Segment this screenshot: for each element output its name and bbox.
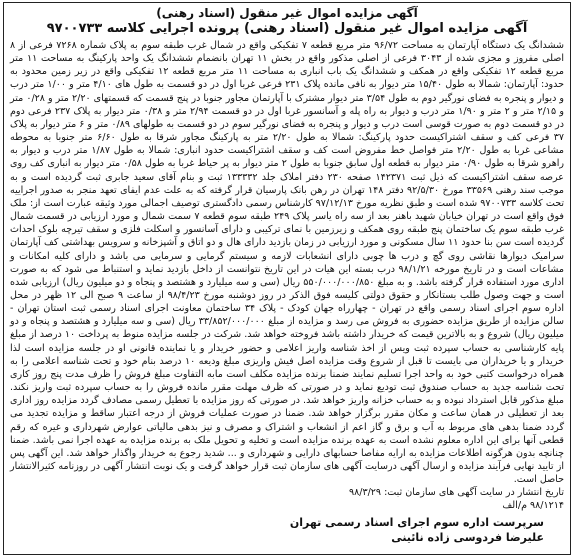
notice-subtitle: آگهی مزایده اموال غیر منقول (اسناد رهنی) پرونده اجرایی کلاسه ۹۷۰۰۷۳۳ [46, 21, 528, 36]
notice-body-text: ششدانگ یک دستگاه آپارتمان به مساحت ۹۶/۷۲ متر مربع قطعه ۷ تفکیکی واقع در شمال غرب طبقه سوم به پلاک شماره ۷۲۶۸ فرعی از ۸ اصلی مفروز و مجزی شده از ۳۰۴۳ فرعی از اصلی مذکور واقع در بخش ۱۱ تهران بانضمام ششدانگ یک واحد پارکینگ به مساحت ۱۱ متر مربع قطعه ۱۲ تفکیکی واقع در همکف و ششدانگ یک باب انباری به مساحت ۱۱ متر مربع قطعه ۱۲ تفکیکی واقع در زیر زمین محدود به حدود: آپارتمان: شمالا به طول ۱۵/۴۰ متر دیوار به نافی مانده پلاک ۲۳۱ فرعی غربا اول در دو قسمت به طول های ۴/۱۰ متر و ۱/۰۰ متر درب و دیوار و پنجره به فضای نورگیر دوم به طول ۳/۵۴ متر دیوار مشترک با آپارتمان مجاور جنوبا در پنج قسمت که قسمتهای ۲/۲۰ متر و ۰/۲۸ متر و ۲/۱۵ متر و ۲ متر و ۱/۹۰ متر درب و دیوار به راه پله و آسانسور غربا اول در دو قسمت ۲/۹۴ متر و ۰/۳۸ متر دیوار به پلاک ۲۳۷ فرعی دوم در دو قسمت دوم به صورت قوسی است درب و دیوار و پنجره به فضای نورگیر سوم در دو قسمت به طولهای ۰/۸۹ متر و ۶ متر دیوار به پلاک ۳۷ فرعی کف و سقف اشتراکیست حدود پارکینگ: شمالا به طول ۲/۲۰ متر به پارکینگ مجاور شرقا به طول ۶/۶۰ متر جنوبا به محوطه مشاعی غربا به طول ۲/۲۰ متر فواصل خط مفروض است کف و سقف اشتراکیست حدود انباری: شمالا به طول ۱/۸۷ متر درب و دیوار به راهرو شرقا به طول ۰/۹۰ متر دیوار به قطعه اول سابق جنوبا به طول ۲ متر دیوار به پر حیاط غربا به طول ۰/۵۸ متر دیوار به انباری کف روی عرصه سقف اشتراکیست که ذیل ثبت ۱۴۲۳۷۱ صفحه ۲۳۰ دفتر املاک جلد ۱۳۳۳۳۲ ثبت و بنام آقای سعید جابری ثبت گردیده است و به موجب سند رهنی ۳۳۵۶۹ مورخ ۹۲/۵/۳۰ دفتر ۱۴۸ تهران در رهن بانک پارسیان قرار گرفته که به علت عدم ایفای تعهد منجر به صدور اجراییه تحت کلاسه ۹۷۰۰۷۳۳ شده است و طبق نظریه مورخ ۹۷/۱۲/۱۳ کارشناس رسمی دادگستری توصیف اجمالی مورد وثیقه عبارت است از: ملک فوق واقع است در تهران خیابان شهید باهنر بعد از سه راه یاسر پلاک ۲۴۹ طبقه سوم قطعه ۷ سمت شمال و مورد ارزیابی در قسمت شمال غرب طبقه سوم یک ساختمان پنج طبقه روی همکف و زیرزمین با نمای ترکیبی و دارای آسانسور و اسکلت فلزی و سقف تیرچه بلوک احداث گردیده است سن بنا حدود ۱۱ سال مسکونی و مورد ارزیابی در زمان بازدید دارای هال و دو اتاق و آشپزخانه و سرویس بهداشتی کف آپارتمان سرامیک دیوارها نقاشی روی گچ و درب ها چوبی دارای انشعابات لازمه و سیستم گرمایی و سرمایی می باشد و دارای کلیه امکانات و مشاعات است و در تاریخ مورخه ۹۸/۱/۲۱ درب بسته این هیات در این تاریخ نتوانست از داخل بازدید نماید و استنباط می شود که به صورت اداری مورد استفاده قرار گرفته باشد. و به مبلغ ۵۵۰/۰۰۰/۰۰۰/۸۵۰ ریال (سی و سه میلیارد و هشتصد و پنجاه و دو میلیون ریال) ارزیابی شده است و جهت وصول طلب بستانکار و حقوق دولتی کلیسه فوق الذکر در روز دوشنبه مورخ ۹۸/۴/۲۳ از ساعت ۹ صبح الی ۱۲ ظهر در محل اداره سوم اجرای اسناد رسمی واقع در تهران - چهارراه جهان کودک - پلاک ۳۴ ساختمان معاونت اجرای اسناد رسمی ثبت استان تهران - سالن مزایده از طریق مزایده حضوری به فروش می رسد و مزایده از مبلغ ۳۳/۸۵۲/۰۰۰/۰۰۰ ریال (سی و سه میلیارد و هشتصد و پنجاه و دو میلیون ریال) شروع و به بالاترین قیمت که خریدار داشته باشد فروخته خواهد شد. شرکت در جلسه مزایده منوط به پرداخت ۱۰ درصد از مبلغ پایه کارشناسی به حساب سپرده ثبت ویس از اخذ شناسه واریز اعلامی و حضور خریدار و یا نماینده قانونی او در جلسه مزایده است لذا خریدار و یا خریداران می بایست تا قبل از شروع وقت مزایده اصل فیش واریزی مبلغ ودیعه ۱۰ درصد بنام خود و تحت شناسه اعلامی را به همراه درخواست کتبی خود به واحد اجرا تسلیم نمایند ضمنا برنده مزایده مکلف است مابه التفاوت مبلغ فروش را ظرف مدت پنج روز کاری تحت شناسه جدید به حساب صندوق ثبت تودیع نماید و در صورتی که ظرف مهلت مقرر مانده فروش را به حساب سپرده ثبت واریز نکند. مبلغ مذکور قابل استرداد نبوده و به حساب خزانه واریز خواهد شد. در صورتی که روز مزایده با تعطیل رسمی مصادف گردد مزایده روز اداری بعد از تعطیلی در همان ساعت و مکان مقرر برگزار خواهد شد. ضمنا در صورت عملیات فروش از درجه اعتبار ساقط و مزایده تجدید می گردد ضمنا بدهی های مربوط به آب و برق و گاز اعم از انشعاب و اشتراک و مصرف و نیز بدهی مالیاتی عوارض شهرداری و غیره که رقم قطعی آنها برای این اداره معلوم نشده است به عهده برنده مزایده است و تخلیه و تحویل ملک به برنده مزایده به عهده اجرا نمی باشد. ضمنا چنانچه بدون هرگونه اطلاعات مزایده به ارایه مفاصا حسابهای دارایی و شهرداری و ... شدید رجوع به خریدار واگذار خواهد شد. این آگهی پس از تایید نهایی فرآیند مزایده و ارسال آگهی درسایت آگهی های سازمان ثبت قرار خواهد گرفت و یک نوبت انتشار آگهی در روزنامه کثیرالانتشار حاصل است. [10, 40, 565, 486]
signature-block [10, 515, 564, 545]
notice-title: آگهی مزایده اموال غیر منقول (اسناد رهنی) [156, 6, 418, 20]
publish-date: تاریخ انتشار در سایت آگهی های سازمان ثبت: ۹۸/۳/۲۹ [348, 487, 564, 499]
signature-name: علیرضا فردوسی زاده نائینی [391, 530, 544, 544]
notice-body [10, 39, 564, 513]
reference-number: ۹۸/۱۲۱۴ م/الف [502, 500, 564, 512]
signature-title: سرپرست اداره سوم اجرای اسناد رسمی تهران [289, 515, 544, 529]
auction-notice [3, 2, 571, 555]
